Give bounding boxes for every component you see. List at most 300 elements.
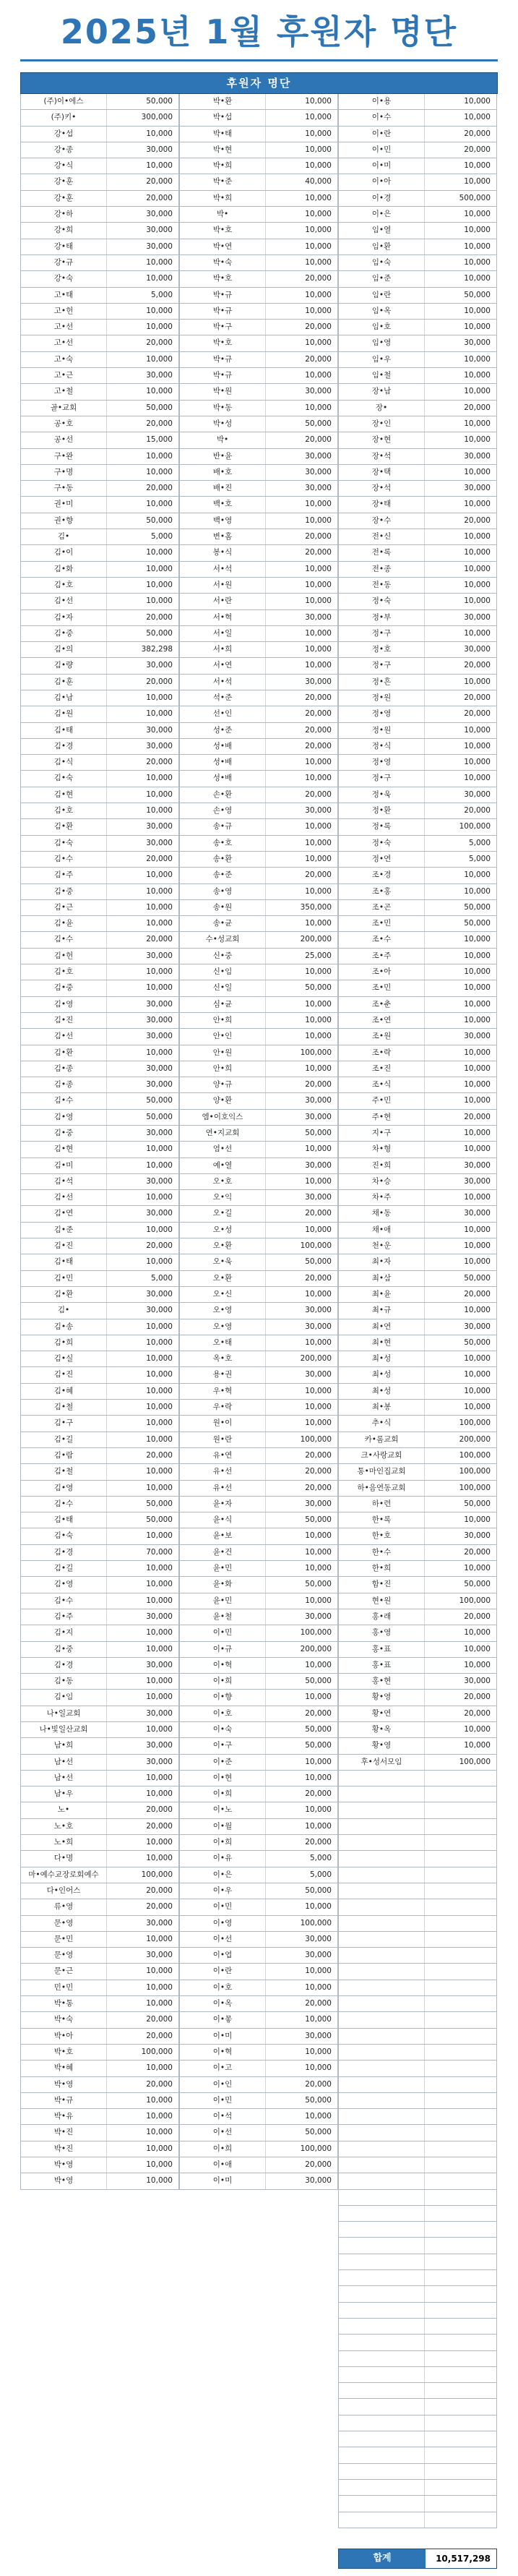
donor-name (338, 1964, 425, 1979)
donor-amount: 10,000 (266, 1061, 338, 1077)
donor-amount: 30,000 (266, 1319, 338, 1335)
donor-row (20, 1254, 179, 1270)
donor-name: 김•이 (20, 545, 107, 560)
donor-row (338, 384, 497, 400)
donor-name: 구•완 (20, 449, 107, 464)
donor-row (20, 739, 179, 755)
donor-name: 수•성교회 (179, 932, 266, 947)
donor-amount (425, 2045, 497, 2060)
donor-row (20, 1980, 179, 1996)
donor-row (179, 2173, 338, 2189)
donor-name: 성•배 (179, 739, 266, 754)
donor-amount: 10,000 (425, 207, 497, 222)
donor-row (20, 1497, 179, 1512)
donor-row (20, 1303, 179, 1319)
donor-amount: 10,000 (425, 997, 497, 1012)
donor-name: 성•배 (179, 771, 266, 786)
donor-row (338, 1755, 497, 1771)
donor-name: 박•규 (179, 288, 266, 303)
donor-name: 최•자 (338, 1254, 425, 1270)
donor-name: 이•애 (179, 2157, 266, 2173)
donor-amount: 10,000 (107, 2141, 179, 2157)
donor-amount: 10,000 (425, 1738, 497, 1753)
donor-row (179, 465, 338, 481)
donor-row (20, 2029, 179, 2045)
donor-row (20, 304, 179, 320)
donor-amount: 20,000 (425, 1545, 497, 1560)
donor-amount: 30,000 (266, 1190, 338, 1205)
donor-row (179, 1238, 338, 1254)
donor-row (179, 1271, 338, 1287)
donor-amount: 20,000 (107, 191, 179, 206)
donor-amount: 10,000 (266, 2061, 338, 2076)
donor-name: 홍•영 (338, 1625, 425, 1640)
donor-amount: 10,000 (425, 271, 497, 286)
donor-amount: 10,000 (425, 980, 497, 996)
donor-amount: 10,000 (107, 1722, 179, 1737)
donor-name: 송•균 (179, 916, 266, 931)
donor-name: 김•자 (20, 610, 107, 625)
donor-amount (425, 1964, 497, 1979)
donor-amount: 10,000 (425, 1351, 497, 1366)
donor-name: 정•원 (338, 690, 425, 706)
donor-row (338, 2480, 497, 2496)
donor-amount: 10,000 (107, 1528, 179, 1544)
donor-amount (425, 1899, 497, 1914)
donor-row (338, 2464, 497, 2480)
donor-name (338, 2383, 425, 2398)
donor-name (338, 2351, 425, 2366)
donor-amount (425, 1916, 497, 1931)
donor-name: 박•환 (179, 94, 266, 109)
donor-name: 박•진 (20, 2125, 107, 2140)
donor-name: 최•규 (338, 1303, 425, 1318)
donor-name: 전•동 (338, 578, 425, 593)
donor-name: 오•신 (179, 1287, 266, 1302)
donor-amount: 100,000 (425, 1448, 497, 1463)
donor-column-1 (20, 94, 179, 2190)
donor-amount: 10,000 (425, 1561, 497, 1576)
donor-name: 김•연 (20, 1206, 107, 1221)
donor-row (179, 481, 338, 497)
donor-name: 조•경 (338, 868, 425, 883)
donor-row (179, 110, 338, 126)
donor-row (338, 964, 497, 980)
donor-amount: 20,000 (266, 545, 338, 560)
donor-amount: 10,000 (266, 288, 338, 303)
donor-name: 선•인 (179, 706, 266, 722)
donor-row (20, 819, 179, 835)
donor-name: 서•원 (179, 578, 266, 593)
donor-name: 조•주 (338, 949, 425, 964)
donor-amount: 200,000 (425, 1432, 497, 1447)
donor-name (338, 2319, 425, 2334)
donor-row (179, 384, 338, 400)
donor-row (338, 142, 497, 158)
donor-amount (425, 2206, 497, 2221)
donor-name: 임•숙 (338, 255, 425, 270)
donor-amount: 20,000 (425, 1287, 497, 1302)
donor-amount: 10,000 (425, 1367, 497, 1382)
donor-name: 박•영 (20, 2157, 107, 2173)
donor-amount: 30,000 (107, 1287, 179, 1302)
donor-amount: 10,000 (107, 868, 179, 883)
donor-name: 이•민 (179, 1899, 266, 1914)
donor-row (179, 1190, 338, 1206)
donor-amount: 10,000 (107, 320, 179, 335)
donor-name: 박•호 (20, 2045, 107, 2060)
donor-row (179, 1916, 338, 1932)
donor-list-header: 후원자 명단 (20, 72, 498, 94)
donor-row (338, 1319, 497, 1335)
donor-name: 황•영 (338, 1690, 425, 1705)
donor-amount: 30,000 (266, 675, 338, 690)
donor-name: 김• (20, 1303, 107, 1318)
donor-row (338, 675, 497, 690)
donor-amount: 10,000 (266, 513, 338, 529)
donor-amount: 10,000 (107, 1964, 179, 1979)
donor-name (338, 1851, 425, 1866)
donor-amount (425, 2319, 497, 2334)
donor-row (179, 1384, 338, 1400)
donor-amount (425, 2061, 497, 2076)
donor-name: 배•호 (179, 465, 266, 480)
donor-row (20, 1593, 179, 1609)
donor-amount: 10,000 (266, 94, 338, 109)
donor-amount: 10,000 (266, 755, 338, 770)
donor-row (338, 1077, 497, 1093)
donor-name: 김•동 (20, 1674, 107, 1689)
donor-name: 이•혁 (179, 2045, 266, 2060)
donor-name: 한•수 (338, 1545, 425, 1560)
donor-row (179, 997, 338, 1013)
donor-row (179, 1609, 338, 1625)
donor-amount: 10,000 (425, 932, 497, 947)
donor-row (20, 2045, 179, 2061)
donor-row (20, 964, 179, 980)
donor-row (179, 320, 338, 335)
donor-name: 봉•식 (179, 545, 266, 560)
donor-row (338, 658, 497, 674)
donor-row (338, 2447, 497, 2463)
donor-name: 김•숙 (20, 771, 107, 786)
donor-name: 조•아 (338, 964, 425, 980)
donor-name: 장•수 (338, 513, 425, 529)
donor-amount: 10,000 (425, 416, 497, 432)
donor-row (338, 1916, 497, 1932)
donor-row (338, 529, 497, 545)
donor-amount: 30,000 (425, 1319, 497, 1335)
donor-amount: 100,000 (266, 1916, 338, 1931)
donor-row (338, 1013, 497, 1029)
donor-amount: 10,000 (107, 1481, 179, 1496)
donor-name: 이•미 (338, 158, 425, 174)
donor-amount: 100,000 (266, 1432, 338, 1447)
donor-row (179, 1964, 338, 1980)
donor-amount: 10,000 (107, 352, 179, 367)
donor-amount: 10,000 (107, 1593, 179, 1609)
donor-name: 박•호 (179, 223, 266, 238)
donor-row (338, 803, 497, 819)
donor-amount (425, 2190, 497, 2205)
donor-amount: 20,000 (266, 1835, 338, 1850)
donor-name: 김•길 (20, 1432, 107, 1447)
donor-row (179, 1335, 338, 1351)
donor-row (20, 836, 179, 852)
donor-amount: 10,000 (425, 1223, 497, 1238)
donor-row (179, 335, 338, 351)
donor-amount: 5,000 (425, 852, 497, 867)
donor-amount: 5,000 (107, 529, 179, 544)
donor-name: 고•태 (20, 288, 107, 303)
donor-row (338, 1367, 497, 1383)
donor-row (179, 142, 338, 158)
donor-amount: 30,000 (107, 1948, 179, 1963)
donor-amount: 10,000 (107, 1351, 179, 1366)
donor-row (20, 610, 179, 626)
donor-amount (425, 1980, 497, 1995)
donor-name: 김•임 (20, 1690, 107, 1705)
donor-row (338, 2045, 497, 2061)
donor-name: 박•호 (179, 271, 266, 286)
donor-row (179, 271, 338, 287)
donor-name: 남•선 (20, 1771, 107, 1786)
donor-row (338, 1303, 497, 1319)
donor-amount: 10,000 (266, 1755, 338, 1770)
donor-amount: 10,000 (266, 2012, 338, 2027)
donor-row (179, 1303, 338, 1319)
donor-amount: 10,000 (425, 1722, 497, 1737)
donor-name: 유•선 (179, 1464, 266, 1479)
donor-row (179, 626, 338, 642)
donor-name: 다•명 (20, 1851, 107, 1866)
donor-row (179, 1319, 338, 1335)
donor-amount: 10,000 (266, 1771, 338, 1786)
donor-name: 박• (179, 432, 266, 448)
donor-amount: 10,000 (107, 384, 179, 399)
donor-amount (425, 2125, 497, 2140)
donor-amount: 10,000 (266, 207, 338, 222)
donor-row (20, 416, 179, 432)
donor-name: 정•구 (338, 626, 425, 641)
donor-name: 정•구 (338, 658, 425, 673)
donor-row (20, 2125, 179, 2141)
donor-amount: 30,000 (266, 610, 338, 625)
donor-amount: 50,000 (107, 1512, 179, 1528)
donor-amount: 20,000 (266, 706, 338, 722)
donor-name: 고•근 (20, 368, 107, 383)
donor-amount: 10,000 (425, 1303, 497, 1318)
donor-amount (425, 1771, 497, 1786)
donor-amount: 10,000 (266, 836, 338, 851)
donor-row (179, 1786, 338, 1802)
donor-name: 우•락 (179, 1400, 266, 1415)
donor-amount: 10,000 (266, 401, 338, 416)
donor-row (179, 1867, 338, 1883)
donor-amount: 20,000 (107, 1238, 179, 1254)
donor-name: 박•희 (179, 191, 266, 206)
donor-row (338, 2286, 497, 2302)
donor-name: 용•권 (179, 1367, 266, 1382)
donor-amount: 10,000 (425, 739, 497, 754)
donor-amount: 10,000 (107, 980, 179, 996)
donor-amount: 20,000 (266, 1448, 338, 1463)
donor-name: 통•마인집교회 (338, 1464, 425, 1479)
donor-row (20, 465, 179, 481)
donor-name: 최•현 (338, 1335, 425, 1351)
donor-row (338, 449, 497, 465)
donor-amount: 50,000 (266, 1883, 338, 1899)
donor-row (338, 1142, 497, 1158)
donor-row (338, 2496, 497, 2512)
donor-name: 신•임 (179, 964, 266, 980)
donor-row (338, 594, 497, 609)
donor-amount: 100,000 (425, 1755, 497, 1770)
donor-row (20, 158, 179, 174)
donor-amount: 10,000 (266, 642, 338, 657)
donor-row (20, 2109, 179, 2125)
donor-name: 송•원 (179, 900, 266, 915)
donor-name: 백•영 (179, 513, 266, 529)
donor-name: 김•환 (20, 1287, 107, 1302)
donor-row (338, 980, 497, 996)
donor-name: 강•태 (20, 239, 107, 254)
donor-amount: 300,000 (107, 110, 179, 125)
donor-row (179, 1755, 338, 1771)
donor-name: 후•성서모임 (338, 1755, 425, 1770)
donor-amount: 5,000 (107, 1271, 179, 1286)
donor-amount: 20,000 (266, 1206, 338, 1221)
donor-amount: 10,000 (107, 497, 179, 512)
donor-amount: 20,000 (107, 416, 179, 432)
donor-name: 최•삼 (338, 1271, 425, 1286)
donor-row (338, 513, 497, 529)
donor-name: 강•숙 (20, 271, 107, 286)
donor-name: 하•음연동교회 (338, 1481, 425, 1496)
donor-row (179, 1674, 338, 1690)
donor-row (179, 127, 338, 142)
donor-row (179, 239, 338, 255)
donor-row (338, 1206, 497, 1222)
donor-amount: 10,000 (107, 1835, 179, 1850)
donor-amount: 10,000 (425, 352, 497, 367)
donor-amount: 30,000 (107, 819, 179, 834)
donor-name (338, 2206, 425, 2221)
donor-row (179, 1174, 338, 1190)
donor-amount: 10,000 (107, 2125, 179, 2140)
donor-name (338, 2367, 425, 2382)
donor-amount: 10,000 (266, 1899, 338, 1914)
donor-row (179, 868, 338, 883)
donor-amount: 10,000 (425, 675, 497, 690)
title-underline (20, 59, 498, 61)
donor-amount: 10,000 (107, 1384, 179, 1399)
donor-name: 박•태 (179, 127, 266, 142)
donor-amount: 100,000 (107, 2045, 179, 2060)
donor-amount: 20,000 (107, 1899, 179, 1914)
donor-amount: 20,000 (425, 658, 497, 673)
donor-name (338, 2431, 425, 2447)
donor-name: 강•종 (20, 142, 107, 158)
donor-name: 차•주 (338, 1190, 425, 1205)
donor-amount: 30,000 (107, 368, 179, 383)
donor-name: 김•근 (20, 900, 107, 915)
donor-row (179, 94, 338, 110)
donor-amount: 20,000 (266, 2077, 338, 2092)
donor-row (338, 900, 497, 916)
donor-amount: 30,000 (107, 1013, 179, 1028)
donor-amount: 20,000 (266, 352, 338, 367)
donor-name: 조•곤 (338, 900, 425, 915)
donor-name: 정•욱 (338, 787, 425, 803)
donor-name: 오•환 (179, 1271, 266, 1286)
donor-name: 김•량 (20, 658, 107, 673)
donor-name: 하•련 (338, 1497, 425, 1512)
donor-row (338, 1545, 497, 1561)
donor-amount: 20,000 (425, 803, 497, 818)
donor-name: 이•희 (179, 2141, 266, 2157)
donor-name: 김•윤 (20, 916, 107, 931)
donor-name: 김• (20, 529, 107, 544)
donor-row (20, 1126, 179, 1142)
donor-amount: 20,000 (107, 2012, 179, 2027)
donor-row (338, 207, 497, 223)
donor-amount: 30,000 (266, 465, 338, 480)
donor-row (338, 2206, 497, 2222)
donor-amount: 20,000 (107, 932, 179, 947)
donor-row (179, 255, 338, 271)
donor-name: 윤•민 (179, 1561, 266, 1576)
donor-name: 이•월 (179, 1819, 266, 1834)
donor-name (338, 2077, 425, 2092)
donor-name: 이•호 (179, 1706, 266, 1721)
donor-row (179, 916, 338, 932)
donor-amount: 10,000 (425, 949, 497, 964)
donor-row (20, 1029, 179, 1045)
donor-row (338, 2270, 497, 2286)
donor-name: 이•유 (179, 1851, 266, 1866)
donor-name: 반•윤 (179, 449, 266, 464)
donor-amount: 10,000 (425, 884, 497, 899)
donor-name: 문•민 (20, 1932, 107, 1947)
donor-amount (425, 2480, 497, 2495)
donor-amount: 10,000 (107, 1190, 179, 1205)
donor-row (338, 174, 497, 190)
donor-row (179, 1416, 338, 1432)
donor-name: 양•환 (179, 1093, 266, 1108)
donor-amount (425, 2109, 497, 2124)
donor-amount: 50,000 (266, 416, 338, 432)
donor-row (20, 1238, 179, 1254)
donor-row (20, 255, 179, 271)
donor-name: 이•은 (338, 207, 425, 222)
donor-row (179, 1690, 338, 1706)
donor-row (20, 1528, 179, 1544)
donor-row (338, 1093, 497, 1109)
donor-amount: 50,000 (266, 1722, 338, 1737)
donor-name: 윤•자 (179, 1497, 266, 1512)
donor-name: 이•민 (338, 142, 425, 158)
donor-row (338, 2367, 497, 2383)
donor-name: 강•섭 (20, 127, 107, 142)
donor-row (20, 1642, 179, 1658)
donor-row (20, 207, 179, 223)
donor-row (338, 2029, 497, 2045)
donor-row (179, 819, 338, 835)
donor-amount: 500,000 (425, 191, 497, 206)
donor-row (179, 1593, 338, 1609)
donor-amount: 5,000 (425, 836, 497, 851)
